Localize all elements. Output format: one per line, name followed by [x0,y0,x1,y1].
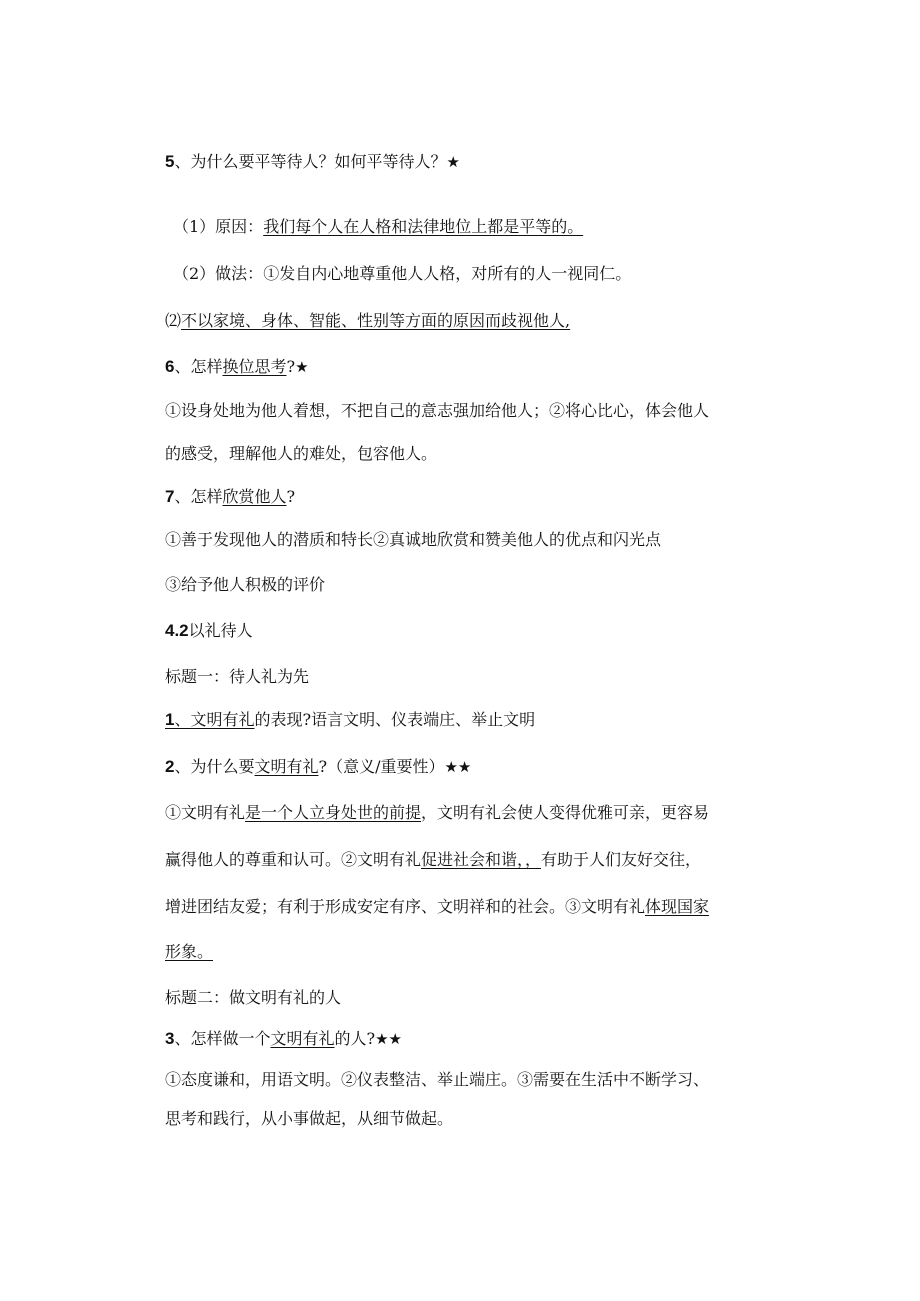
method-text: ①发自内心地尊重他人人格，对所有的人一视同仁。 [263,264,632,283]
text-segment: ，文明有礼会使人变得优雅可亲，更容易 [421,803,710,822]
point-text-pre: 、怎样做一个 [174,1029,271,1048]
method-label: （2）做法： [173,264,264,283]
topic-2-title: 标题二：做文明有礼的人 [165,988,342,1007]
point-number: 3 [165,1029,175,1048]
stars-icon: ★★ [375,1030,402,1048]
star-icon: ★ [446,153,460,171]
section-number: 4.2 [165,621,189,640]
point-text: 不以家境、身体、智能、性别等方面的原因而歧视他人, [181,311,571,330]
p2-line-1 [165,803,709,823]
question-text-post: ? [286,487,296,506]
p3-answer-line-1: ①态度谦和，用语文明。②仪表整洁、举止端庄。③需要在生活中不断学习、 [165,1070,710,1089]
q5-reason [173,217,583,237]
key-term: 换位思考 [222,357,287,376]
point-2-heading [165,757,471,777]
q5-point-2 [165,311,570,331]
q6-answer-line-2: 的感受，理解他人的难处，包容他人。 [165,444,438,463]
text-segment: 赢得他人的尊重和认可。②文明有礼 [165,850,422,869]
star-icon: ★ [295,358,309,376]
point-marker: ⑵ [165,311,182,330]
question-number: 5 [165,152,175,171]
section-heading [165,621,253,641]
separator: 、 [174,710,191,729]
question-number: 7 [165,487,175,506]
key-term: 欣赏他人 [222,487,287,506]
key-term: 文明有礼 [190,710,255,729]
underlined-segment: 是一个人立身处世的前提 [245,803,422,822]
point-text-pre: 、为什么要 [174,757,255,776]
underlined-segment: 促进社会和谐，， [421,850,542,869]
point-number: 2 [165,757,175,776]
question-6-heading [165,357,309,377]
point-number: 1 [165,710,175,729]
q7-answer-line-2: ③给予他人积极的评价 [165,575,326,594]
question-text-pre: 、怎样 [174,487,223,506]
underlined-segment: 体现国家 [645,897,710,916]
text-segment: 增进团结友爱；有利于形成安定有序、文明祥和的社会。③文明有礼 [165,897,646,916]
question-number: 6 [165,357,175,376]
topic-1-title: 标题一：待人礼为先 [165,667,310,686]
text-segment: 有助于人们友好交往， [541,850,702,869]
stars-icon: ★★ [444,758,472,776]
question-text: 、为什么要平等待人？如何平等待人？ [174,152,447,171]
point-text: 的表现?语言文明、仪表端庄、举止文明 [254,710,536,729]
section-title: 以礼待人 [188,621,253,640]
point-text-post: 的人? [334,1029,376,1048]
question-5-heading [165,152,460,172]
q5-method [173,264,631,284]
point-text-post: ?（意义/重要性） [318,757,445,776]
point-1 [165,710,535,730]
point-3-heading [165,1029,402,1049]
p2-line-3 [165,897,709,917]
reason-label: （1）原因： [173,217,264,236]
p3-answer-line-2: 思考和践行，从小事做起，从细节做起。 [165,1109,454,1128]
text-segment: ①文明有礼 [165,803,246,822]
q6-answer-line-1: ①设身处地为他人着想，不把自己的意志强加给他人；②将心比心，体会他人 [165,401,710,420]
p2-line-2 [165,850,701,870]
q7-answer-line-1: ①善于发现他人的潜质和特长②真诚地欣赏和赞美他人的优点和闪光点 [165,530,662,549]
key-term: 文明有礼 [254,757,319,776]
reason-text: 我们每个人在人格和法律地位上都是平等的。 [263,217,584,236]
question-7-heading [165,487,295,507]
question-text-pre: 、怎样 [174,357,223,376]
question-text-post: ? [286,357,296,376]
underlined-segment: 形象。 [165,942,214,961]
p2-line-4 [165,942,213,962]
key-term: 文明有礼 [270,1029,335,1048]
